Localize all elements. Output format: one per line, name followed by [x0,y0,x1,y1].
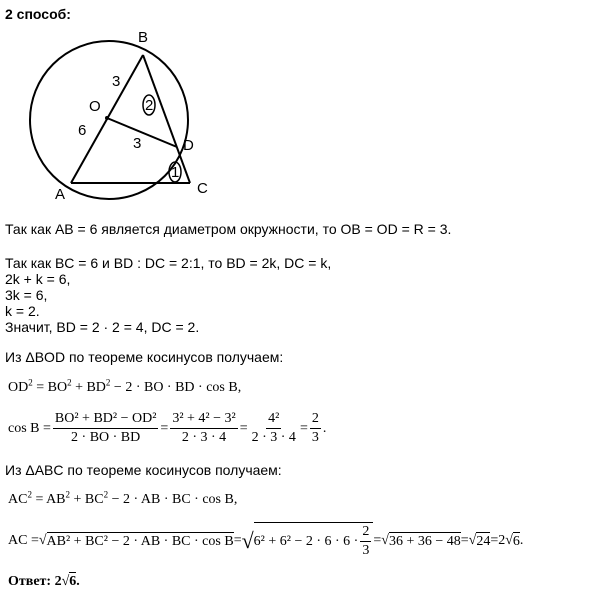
label-o: O [89,98,101,115]
angle-1-label: 1 [171,164,180,181]
text-line-3: 2k + k = 6, [5,271,71,287]
ac-law-of-cosines: $AC^2 = AB^2 + BC^2 - 2$ · AB · BC · cos B, [8,489,238,507]
label-d: D [183,137,194,154]
angle-2-label: 2 [145,97,154,114]
text-line-7: Из ΔBOD по теореме косинусов получаем: [5,349,284,365]
segment-od [107,118,177,147]
answer: Ответ: 2√6. [8,574,80,589]
text-line-6: Значит, BD = 2 · 2 = 4, DC = 2. [5,319,200,335]
text-line-1: Так как AB = 6 является диаметром окружности, то OB = OD = R = 3. [5,221,452,237]
text-line-5: k = 2. [5,303,40,319]
cos-b-formula: cos B = $\frac{\text{BO² + BD² − OD²}}{2 \cdot BO \cdot BD}$ = $\frac{\text{3² + 4² − 3²}}{2 \cdot 3 \cdot 4}$ = $\frac{\text{4²}}{2 \cdot 3 \cdot 4}$ = $\frac{2}{3}$ . [8,411,327,445]
label-c: C [197,180,208,197]
circle [30,41,188,199]
text-line-2: Так как BC = 6 и BD : DC = 2:1, то BD = 2k, DC = k, [5,255,332,271]
point-o [105,116,109,120]
text-line-8: Из ΔABC по теореме косинусов получаем: [5,462,282,478]
geometry-figure [0,0,600,205]
length-oa: 6 [78,122,87,139]
label-a: A [55,186,66,203]
heading: 2 способ: [5,6,71,22]
segment-bc [143,55,190,183]
length-od: 3 [133,135,142,152]
label-b: B [138,29,149,46]
od-law-of-cosines: $OD^2 = BO^2 + BD^2 - 2$ · BO · BD · cos B, [8,377,242,395]
length-ob: 3 [112,73,121,90]
text-line-4: 3k = 6, [5,287,48,303]
ac-formula: AC = √ AB² + BC² − 2 · AB · BC · cos B = √ 6² + 6² − 2 · 6 · 6 · $\frac{2}{3}$ = √ 36 + 36 − 48 = √ 24 = 2 √ 6 . [8,524,524,558]
